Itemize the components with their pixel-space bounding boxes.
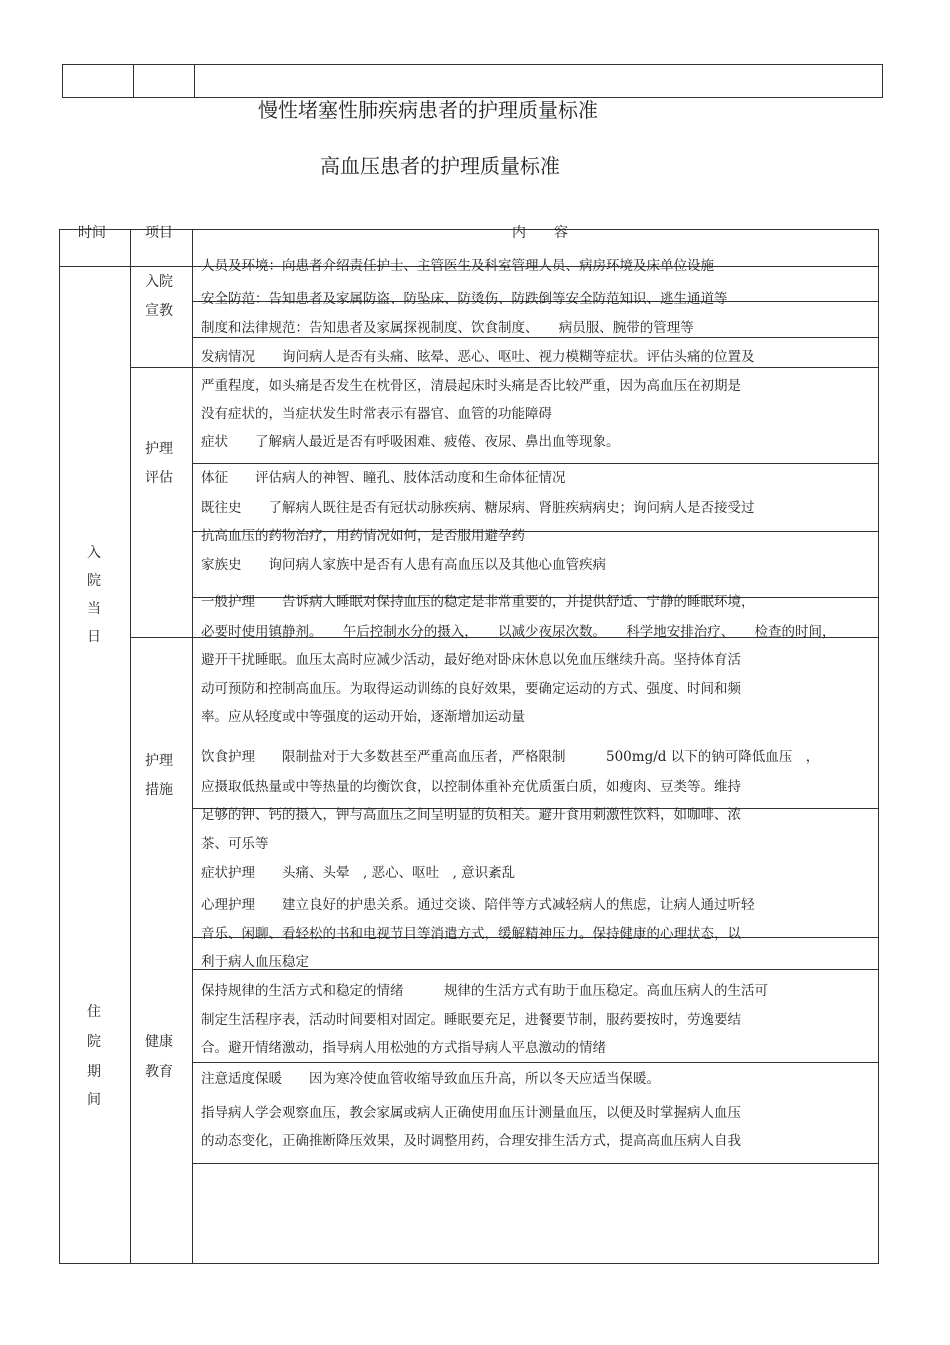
content-line: 的动态变化，正确推断降压效果，及时调整用药，合理安排生活方式，提高高血压病人自我: [201, 1133, 741, 1149]
content-line: 体征 评估病人的神智、瞳孔、肢体活动度和生命体征情况: [201, 470, 566, 486]
content-line: 保持规律的生活方式和稳定的情绪 规律的生活方式有助于血压稳定。高血压病人的生活可: [201, 983, 768, 999]
period-admission-day: 当: [87, 601, 101, 617]
content-line: 家族史 询问病人家族中是否有人患有高血压以及其他心血管疾病: [201, 557, 606, 573]
row-divider: [130, 367, 878, 368]
content-line: 发病情况 询问病人是否有头痛、眩晕、恶心、呕吐、视力模糊等症状。评估头痛的位置及: [201, 349, 755, 365]
column-divider: [130, 229, 131, 1263]
header-content: 内 容: [512, 225, 568, 241]
period-hospital-stay: 间: [87, 1092, 101, 1108]
content-line: 必要时使用镇静剂。 午后控制水分的摄入， 以减少夜尿次数。 科学地安排治疗、 检查的时间，: [201, 624, 836, 640]
content-line: 症状 了解病人最近是否有呼吸困难、疲倦、夜尿、鼻出血等现象。: [201, 434, 620, 450]
content-line: 应摄取低热量或中等热量的均衡饮食，以控制体重补充优质蛋白质，如瘦肉、豆类等。维持: [201, 779, 741, 795]
content-line: 动可预防和控制高血压。为取得运动训练的良好效果，要确定运动的方式、强度、时间和频: [201, 681, 741, 697]
content-line: 利于病人血压稳定: [201, 954, 309, 970]
content-line: 抗高血压的药物治疗，用药情况如何，是否服用避孕药: [201, 528, 525, 544]
top-table-divider: [194, 64, 195, 97]
period-hospital-stay: 期: [87, 1064, 101, 1080]
content-line: 饮食护理 限制盐对于大多数甚至严重高血压者，严格限制 500mg/d 以下的钠可降低血压 ，: [201, 749, 820, 765]
period-hospital-stay: 住: [87, 1004, 101, 1020]
content-line: 合。避开情绪激动，指导病人用松弛的方式指导病人平息激动的情绪: [201, 1040, 606, 1056]
row-divider: [192, 463, 878, 464]
header-time: 时间: [78, 225, 106, 241]
row-divider: [192, 1062, 878, 1063]
content-line: 避开干扰睡眠。血压太高时应减少活动，最好绝对卧床休息以免血压继续升高。坚持体育活: [201, 652, 741, 668]
item-measures: 措施: [145, 782, 173, 798]
content-line: 音乐、闲聊、看轻松的书和电视节目等消遣方式，缓解精神压力。保持健康的心理状态，以: [201, 926, 741, 942]
item-health-education: 教育: [145, 1064, 173, 1080]
content-line: 注意适度保暖 因为寒冷使血管收缩导致血压升高，所以冬天应适当保暖。: [201, 1071, 660, 1087]
row-divider: [192, 1163, 878, 1164]
top-empty-table: [62, 64, 883, 98]
top-table-divider: [133, 64, 134, 97]
item-health-education: 健康: [145, 1034, 173, 1050]
hypertension-title: 高血压患者的护理质量标准: [320, 154, 560, 178]
row-divider: [192, 337, 878, 338]
column-divider: [192, 229, 193, 1263]
period-admission-day: 日: [87, 629, 101, 645]
content-line: 茶、可乐等: [201, 836, 269, 852]
period-admission-day: 院: [87, 573, 101, 589]
content-line: 安全防范：告知患者及家属防盗、防坠床、防烫伤、防跌倒等安全防范知识、逃生通道等: [201, 291, 728, 307]
content-line: 既往史 了解病人既往是否有冠状动脉疾病、糖尿病、肾脏疾病病史；询问病人是否接受过: [201, 500, 755, 516]
item-assessment: 评估: [145, 470, 173, 486]
period-admission-day: 入: [87, 545, 101, 561]
content-line: 足够的钾、钙的摄入，钾与高血压之间呈明显的负相关。避开食用刺激性饮料，如咖啡、浓: [201, 807, 741, 823]
item-measures: 护理: [145, 753, 173, 769]
content-line: 制度和法律规范：告知患者及家属探视制度、饮食制度、 病员服、腕带的管理等: [201, 320, 694, 336]
copd-title: 慢性堵塞性肺疾病患者的护理质量标准: [258, 98, 598, 122]
content-line: 率。应从轻度或中等强度的运动开始，逐渐增加运动量: [201, 709, 525, 725]
content-line: 人员及环境：向患者介绍责任护士、主管医生及科室管理人员、病房环境及床单位设施: [201, 258, 714, 274]
item-admission-education: 入院: [145, 274, 173, 290]
item-admission-education: 宣教: [145, 303, 173, 319]
period-hospital-stay: 院: [87, 1034, 101, 1050]
content-line: 心理护理 建立良好的护患关系。通过交谈、陪伴等方式减轻病人的焦虑，让病人通过听轻: [201, 897, 755, 913]
content-line: 指导病人学会观察血压，教会家属或病人正确使用血压计测量血压，以便及时掌握病人血压: [201, 1105, 741, 1121]
header-item: 项目: [145, 225, 173, 241]
content-line: 症状护理 头痛、头晕 , 恶心、呕吐 , 意识紊乱: [201, 865, 516, 881]
content-line: 没有症状的，当症状发生时常表示有器官、血管的功能障碍: [201, 406, 552, 422]
content-line: 一般护理 告诉病人睡眠对保持血压的稳定是非常重要的，并提供舒适、宁静的睡眠环境，: [201, 594, 755, 610]
content-line: 严重程度，如头痛是否发生在枕骨区，清晨起床时头痛是否比较严重，因为高血压在初期是: [201, 378, 741, 394]
item-assessment: 护理: [145, 441, 173, 457]
content-line: 制定生活程序表，活动时间要相对固定。睡眠要充足，进餐要节制，服药要按时，劳逸要结: [201, 1012, 741, 1028]
